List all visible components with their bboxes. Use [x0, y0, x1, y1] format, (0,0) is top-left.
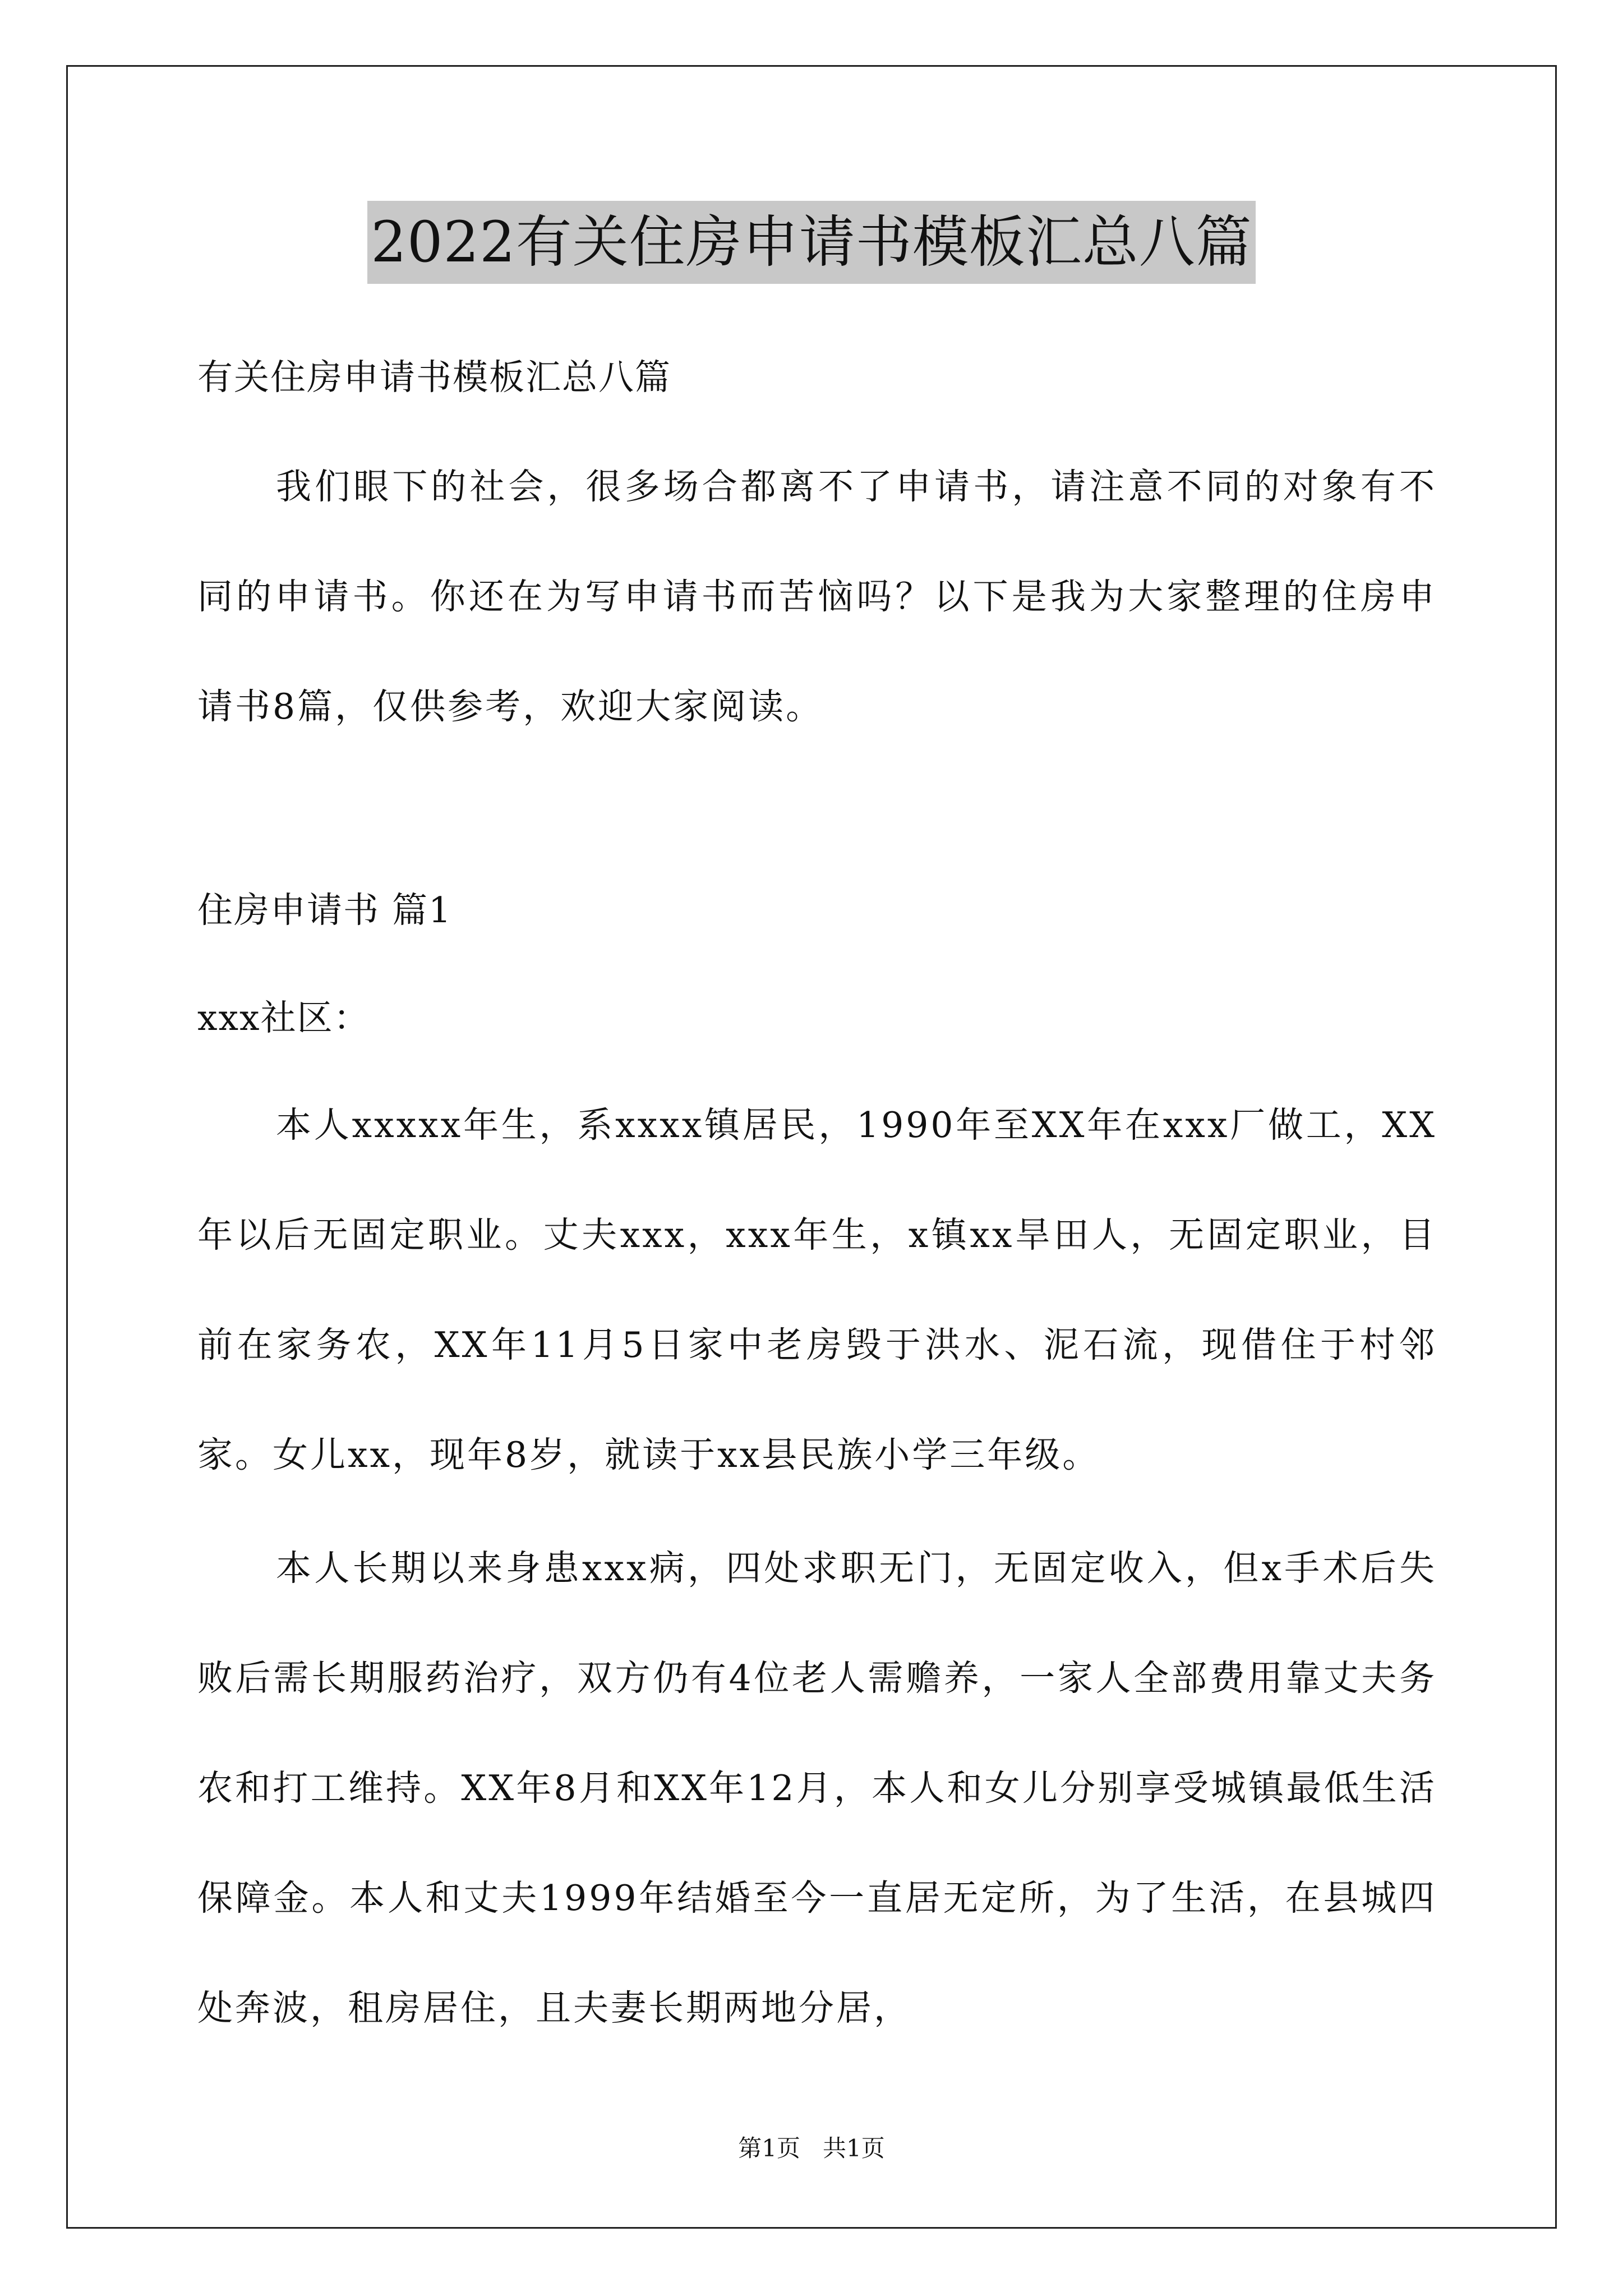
document-subtitle: 有关住房申请书模板汇总八篇	[197, 357, 671, 398]
title-container	[0, 201, 1623, 284]
salutation: xxx社区：	[197, 997, 370, 1038]
page-footer: 第1页 共1页	[738, 2134, 885, 2162]
intro-paragraph: 我们眼下的社会，很多场合都离不了申请书，请注意不同的对象有不同的申请书。你还在为写申请书而苦恼吗？以下是我为大家整理的住房申请书8篇，仅供参考，欢迎大家阅读。	[197, 466, 1437, 727]
body-paragraph-1: 本人xxxxx年生，系xxxx镇居民，1990年至XX年在xxx厂做工，XX年以后无固定职业。丈夫xxx，xxx年生，x镇xx旱田人，无固定职业，目前在家务农，XX年11月5日家中老房毁于洪水、泥石流，现借住于村邻家。女儿xx，现年8岁，就读于xx县民族小学三年级。	[197, 1105, 1437, 1475]
body-paragraph-2: 本人长期以来身患xxx病，四处求职无门，无固定收入，但x手术后失败后需长期服药治疗，双方仍有4位老人需赡养，一家人全部费用靠丈夫务农和打工维持。XX年8月和XX年12月，本人和女儿分别享受城镇最低生活保障金。本人和丈夫1999年结婚至今一直居无定所，为了生活，在县城四处奔波，租房居住，且夫妻长期两地分居，	[197, 1548, 1437, 2028]
document-title: 2022有关住房申请书模板汇总八篇	[367, 201, 1256, 284]
section-heading: 住房申请书 篇1	[197, 890, 453, 931]
